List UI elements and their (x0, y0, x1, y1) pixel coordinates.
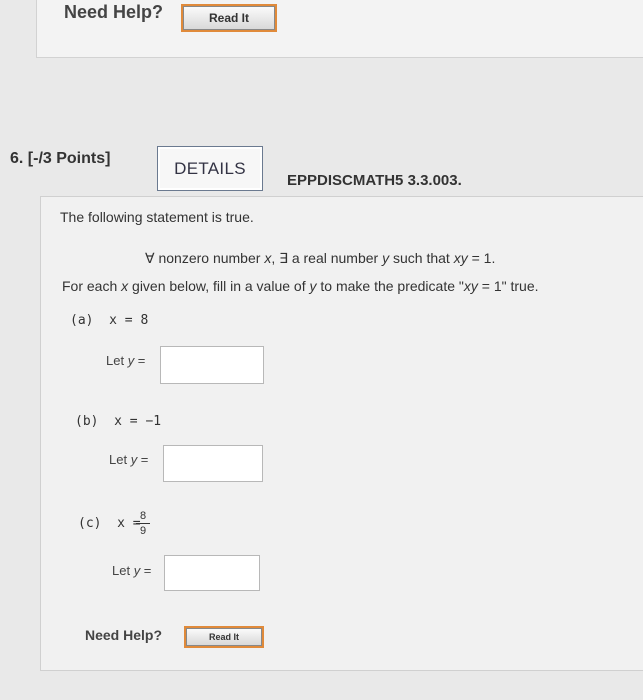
let-text: Let (109, 452, 131, 467)
part-c-label (78, 516, 141, 531)
part-a-expr: x = 8 (109, 313, 149, 328)
read-it-button-top[interactable]: Read It (183, 6, 275, 30)
need-help-label-bottom: Need Help? (85, 627, 163, 643)
part-c-let-label (112, 563, 151, 578)
let-var: y (127, 353, 135, 368)
details-button[interactable]: DETAILS (157, 146, 263, 191)
quant-var-xy: xy (453, 250, 468, 266)
question-code: EPPDISCMATH5 3.3.003. (287, 172, 462, 189)
instr-text-1: For each (62, 278, 122, 294)
part-b-let-label (109, 452, 148, 467)
part-a-let-label (106, 353, 145, 368)
instr-var-y: y (309, 278, 317, 294)
quant-text-1: ∀ nonzero number (145, 250, 265, 266)
let-var: y (133, 563, 141, 578)
statement-text: The following statement is true. (60, 209, 254, 225)
fraction-numerator: 8 (139, 510, 147, 522)
part-c-letter: (c) (78, 516, 102, 531)
let-eq: = (137, 452, 149, 467)
part-a-letter: (a) (70, 313, 94, 328)
part-a-label (70, 313, 148, 328)
fraction-denominator: 9 (139, 525, 147, 537)
quant-text-2: , ∃ a real number (271, 250, 383, 266)
instruction-text (62, 278, 539, 294)
instr-var-xy: xy (463, 278, 478, 294)
quant-var-y: y (382, 250, 390, 266)
part-b-letter: (b) (75, 414, 99, 429)
quant-text-4: = 1. (467, 250, 496, 266)
let-var: y (130, 452, 138, 467)
part-c-fraction (136, 510, 150, 537)
quant-text-3: such that (389, 250, 454, 266)
quantified-statement (145, 250, 495, 267)
instr-text-3: to make the predicate " (316, 278, 464, 294)
question-body-panel (40, 196, 643, 671)
let-eq: = (134, 353, 146, 368)
part-c-expr: x = (117, 516, 141, 531)
let-eq: = (140, 563, 152, 578)
part-b-label (75, 414, 161, 429)
let-text: Let (112, 563, 134, 578)
part-b-answer-input[interactable] (163, 445, 263, 482)
part-c-answer-input[interactable] (164, 555, 260, 591)
read-it-button-bottom[interactable]: Read It (186, 628, 262, 646)
part-b-expr: x = −1 (114, 414, 162, 429)
let-text: Let (106, 353, 128, 368)
instr-text-4: = 1" true. (477, 278, 539, 294)
fraction-bar (136, 523, 150, 524)
instr-var-x: x (121, 278, 129, 294)
question-number-points: 6. [-/3 Points] (10, 150, 111, 167)
part-a-answer-input[interactable] (160, 346, 264, 384)
need-help-label-top: Need Help? (64, 2, 164, 22)
instr-text-2: given below, fill in a value of (128, 278, 310, 294)
quant-var-x: x (264, 250, 272, 266)
